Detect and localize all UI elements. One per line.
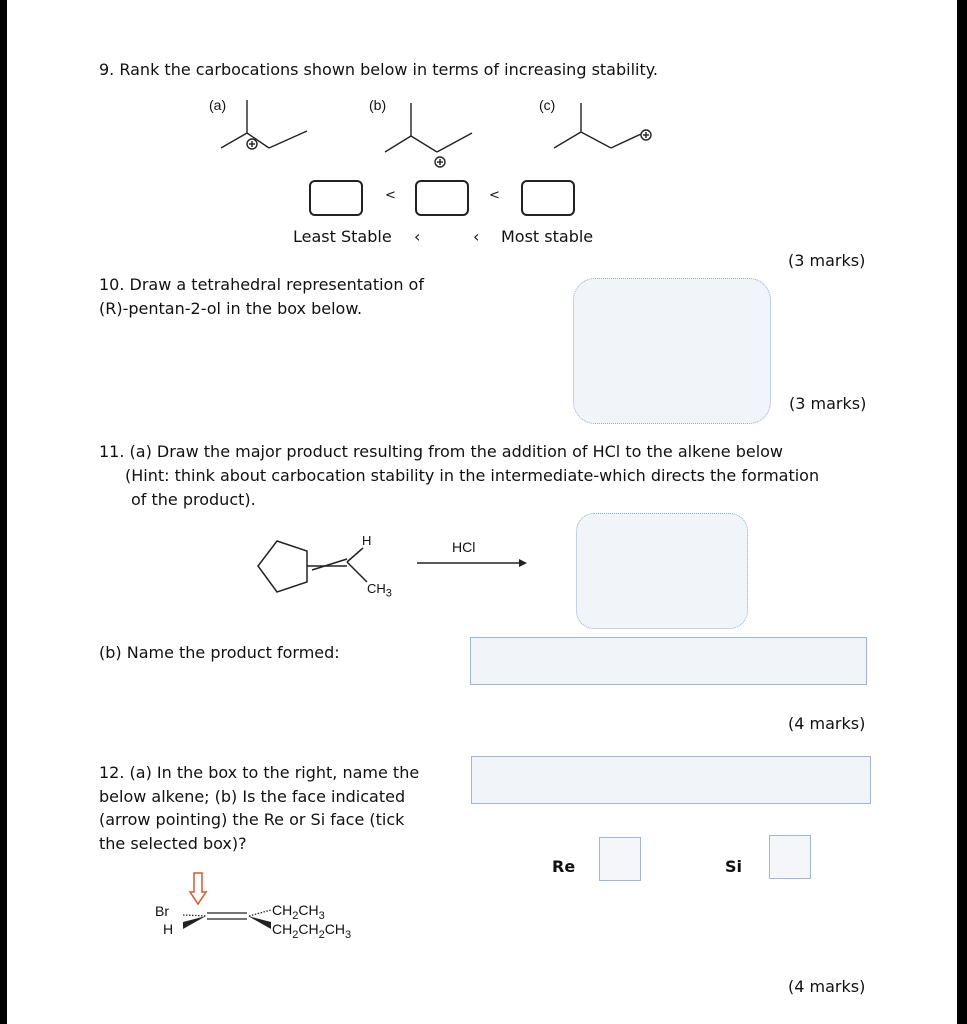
q11-line2: (Hint: think about carbocation stability in the intermediate-which directs the formation [125, 466, 820, 485]
atom-h: H [362, 533, 372, 548]
worksheet-page [7, 0, 957, 1024]
alkene-structure-q12 [7, 0, 957, 1024]
q9-question: 9. Rank the carbocations shown below in terms of increasing stability. [99, 60, 659, 79]
q11-part-b: (b) Name the product formed: [99, 643, 340, 662]
most-stable-label: Most stable [501, 227, 594, 246]
q10-line1: 10. Draw a tetrahedral representation of [99, 275, 424, 294]
q9-label-b: (b) [369, 97, 387, 113]
q12-marks: (4 marks) [788, 977, 866, 996]
q9-marks: (3 marks) [788, 251, 866, 270]
q12-line1: 12. (a) In the box to the right, name the [99, 763, 420, 782]
q12-line4: the selected box)? [99, 834, 247, 853]
least-stable-label: Least Stable [293, 227, 392, 246]
substituent-propyl: $CH_2CH_2CH_3$ [272, 921, 352, 941]
atom-br: Br [155, 903, 169, 919]
q9-label-a: (a) [209, 97, 227, 113]
re-label: Re [552, 857, 576, 876]
q11-marks: (4 marks) [788, 714, 866, 733]
arrow-marker-1: ‹ [414, 227, 421, 246]
q10-marks: (3 marks) [789, 394, 867, 413]
reagent-hcl: HCl [452, 539, 476, 555]
less-than-1: < [385, 188, 396, 203]
q11-line3: of the product). [131, 490, 256, 509]
less-than-2: < [489, 188, 500, 203]
substituent-ethyl: $CH_2CH_3$ [272, 902, 325, 922]
atom-h-q12: H [163, 921, 174, 937]
atom-ch3: $CH_3$ [367, 581, 392, 600]
q10-line2: (R)-pentan-2-ol in the box below. [99, 299, 363, 318]
q12-line3: (arrow pointing) the Re or Si face (tick [99, 810, 405, 829]
q9-label-c: (c) [539, 97, 556, 113]
si-label: Si [725, 857, 743, 876]
q11-line1: 11. (a) Draw the major product resulting from the addition of HCl to the alkene below [99, 442, 784, 461]
q12-line2: below alkene; (b) Is the face indicated [99, 787, 406, 806]
arrow-marker-2: ‹ [473, 227, 480, 246]
